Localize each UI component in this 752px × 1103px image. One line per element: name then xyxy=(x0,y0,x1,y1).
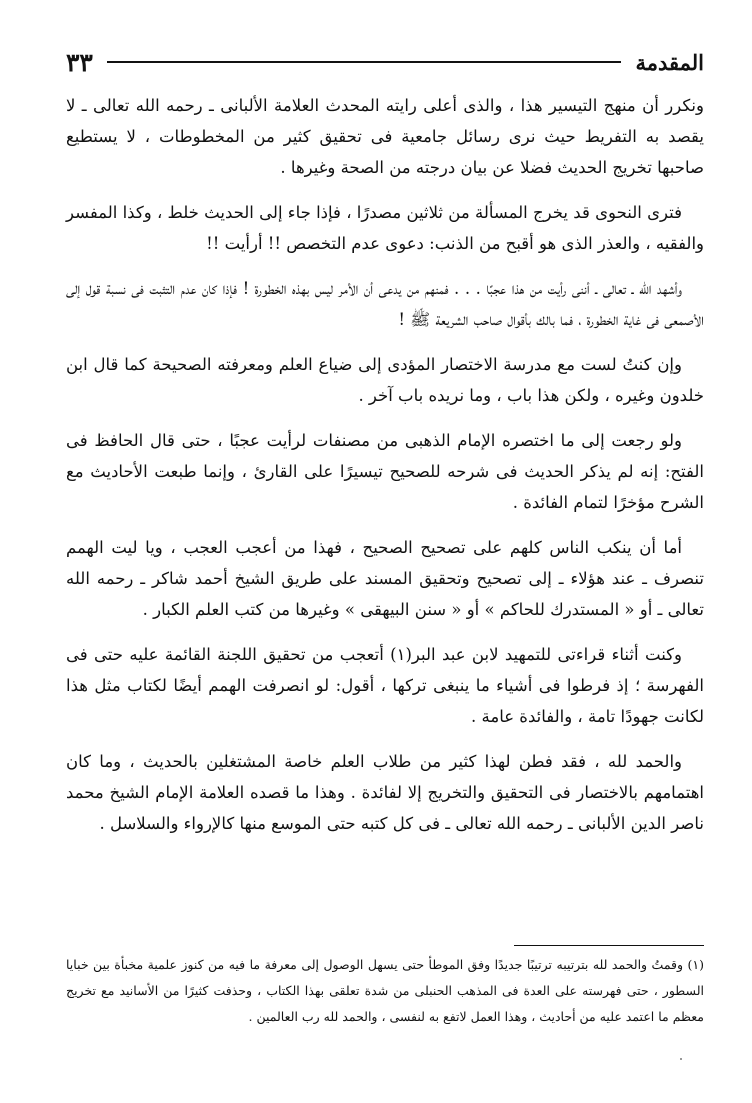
paragraph: أما أن ينكب الناس كلهم على تصحيح الصحيح ، فهذا من أعجب العجب ، ويا ليت الهمم تنصرف ـ عند هؤلاء ـ إلى تصحيح وتحقيق المسند على طريق الشيخ أحمد شاكر ـ رحمه الله تعالى ـ أو « المستدرك للحاكم » أو « سنن البيهقى » وغيرها من كتب العلم الكبار . xyxy=(66,538,704,619)
chapter-title: المقدمة xyxy=(635,49,704,75)
paragraph: فترى النحوى قد يخرج المسألة من ثلاثين مصدرًا ، فإذا جاء إلى الحديث خلط ، وكذا المفسر والفقيه ، والعذر الذى هو أقبح من الذنب: دعوى عدم التخصص !! أرأيت !! xyxy=(66,203,704,253)
footnote: (١) وقمتُ والحمد لله بترتيبه ترتيبًا جديدًا وفق الموطأ حتى يسهل الوصول إلى معرفة ما فيه من كنوز علمية مخبأة بين خبايا السطور ، حتى فهرسته على العدة فى المذهب الحنبلى من شدة تعلقى بهذا الكتاب ، وحذفت كثيرًا من الأسانيد مع تخريج معظم ما اعتمد عليه من أحاديث ، وهذا العمل لاتفع به لنفسى ، والحمد لله رب العالمين . xyxy=(66,957,704,1024)
paragraph: ونكرر أن منهج التيسير هذا ، والذى أعلى رايته المحدث العلامة الألبانى ـ رحمه الله تعالى ـ لا يقصد به التفريط حيث نرى رسائل جامعية فى تحقيق كثير من المخطوطات ، لا يستطيع صاحبها تخريج الحديث فضلا عن بيان درجته من الصحة وغيرها . xyxy=(66,96,704,177)
footnote-separator xyxy=(514,945,704,946)
paragraph: والحمد لله ، فقد فطن لهذا كثير من طلاب العلم خاصة المشتغلين بالحديث ، وما كان اهتمامهم بالاختصار فى التحقيق والتخريج إلا لفائدة . وهذا ما قصده العلامة الإمام الشيخ محمد ناصر الدين الألبانى ـ رحمه الله تعالى ـ فى كل كتبه حتى الموسع منها كالإرواء والسلاسل . xyxy=(66,752,704,833)
paragraph: وأشهد الله ـ تعالى ـ أننى رأيت من هذا عجبًا . . . فمنهم من يدعى أن الأمر ليس بهذه الخطورة ! فإذا كان عدم التثبت فى نسبة قول إلى الأصمعى فى غاية الخطورة ، فما بالك بأقوال صاحب الشريعة ﷺ ! xyxy=(66,279,704,329)
page-header xyxy=(66,42,704,82)
body-text xyxy=(66,90,704,853)
paragraph: وكنت أثناء قراءتى للتمهيد لابن عبد البر(١) أتعجب من تحقيق اللجنة القائمة عليه حتى فى الفهرسة ؛ إذ فرطوا فى أشياء ما ينبغى تركها ، أقول: لو انصرفت الهمم أيضًا لكتاب مثل هذا لكانت جهودًا تامة ، والفائدة عامة . xyxy=(66,645,704,726)
page-number: ٣٣ xyxy=(66,47,93,77)
scan-speck xyxy=(680,1058,682,1060)
header-rule xyxy=(107,61,622,63)
paragraph: ولو رجعت إلى ما اختصره الإمام الذهبى من مصنفات لرأيت عجبًا ، حتى قال الحافظ فى الفتح: إنه لم يذكر الحديث فى شرحه للصحيح تيسيرًا على القارئ ، وإنما طبعت الأحاديث مع الشرح مؤخرًا لتمام الفائدة . xyxy=(66,431,704,512)
paragraph: وإن كنتُ لست مع مدرسة الاختصار المؤدى إلى ضياع العلم ومعرفته الصحيحة كما قال ابن خلدون وغيره ، ولكن هذا باب ، وما نريده باب آخر . xyxy=(66,355,704,405)
